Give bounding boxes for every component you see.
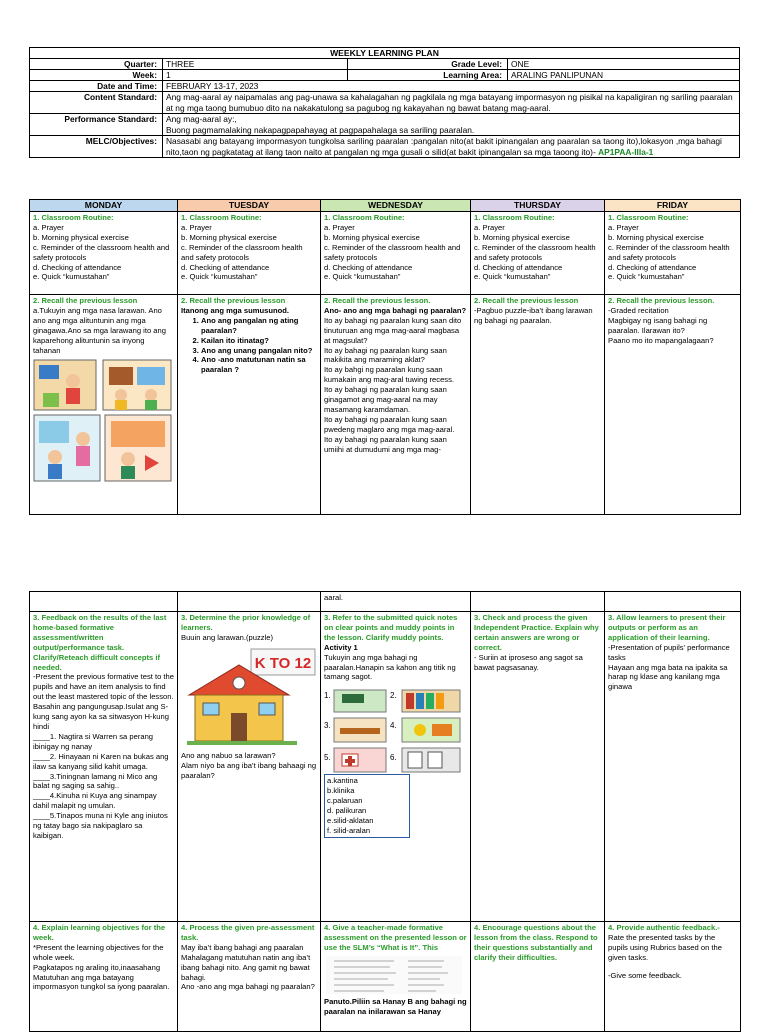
recall-title: 2. Recall the previous lesson [474, 296, 579, 305]
grade-label: Grade Level: [348, 59, 508, 70]
step3-text: Hayaan ang mga bata na ipakita sa harap ng klase ang kanilang mga ginawa [608, 662, 728, 692]
recall-text: -Pagbuo puzzle-iba’t ibang larawan ng bahagi ng paaralan. [474, 305, 593, 325]
content-standard-label: Content Standard: [30, 92, 163, 114]
routine-item: e. Quick “kumustahan” [608, 272, 685, 282]
item-number: 5. [324, 753, 331, 763]
choice-item: b.klinika [327, 786, 355, 796]
recall-question: Ano- ano ang mga bahagi ng paaralan? [324, 305, 467, 315]
routine-item: a. Prayer [181, 222, 212, 232]
item-number: 1. [324, 691, 331, 701]
k12-logo: K TO 12 [254, 654, 312, 672]
choice-item: d. palikuran [327, 806, 367, 816]
recall-text: Magbigay ng isang bahagi ng paaralan. Ilarawan ito? [608, 315, 708, 335]
plan-title: WEEKLY LEARNING PLAN [30, 48, 740, 59]
routine-wednesday [321, 212, 471, 295]
choice-item: f. silid-aralan [327, 825, 371, 835]
routine-item: c. Reminder of the classroom health and safety protocols [181, 242, 303, 262]
content-standard: Ang mag-aaral ay naipamalas ang pag-unawa sa kahalagahan ng pagkilala ng mga batayang impormasyon ng pisikal na kapaligiran ng sariling paaralan at ng mga taong bumubuo dito na nakakatulong sa pagubog ng kakayahan ng bawat batang mag-aaral. [163, 92, 740, 114]
recall-intro: Itanong ang mga sumusunod. [181, 305, 289, 315]
choice-item: c.palaruan [327, 796, 363, 806]
continuation-friday [605, 592, 741, 612]
routine-item: b. Morning physical exercise [181, 232, 277, 242]
performance-standard-label: Performance Standard: [30, 114, 163, 136]
recall-title: 2. Recall the previous lesson. [324, 296, 431, 305]
step3-wednesday [321, 612, 471, 922]
test-item: ____2. Hinayaan ni Karen na bukas ang ilaw sa kanyang silid kahit umaga. [33, 751, 169, 771]
step3-tuesday [178, 612, 321, 922]
header-table [29, 47, 740, 158]
step4-friday [605, 922, 741, 1032]
continuation-tuesday [178, 592, 321, 612]
routine-title: 1. Classroom Routine: [608, 213, 689, 222]
continuation-wednesday [321, 592, 471, 612]
item-number: 2. [390, 691, 397, 701]
recall-monday [30, 295, 178, 515]
routine-item: a. Prayer [474, 222, 505, 232]
test-item: ____4.Kinuha ni Kuya ang sinampay dahil malapit ng umulan. [33, 791, 157, 811]
step4-title: 4. Provide authentic feedback.- [608, 923, 720, 932]
day-monday: MONDAY [30, 200, 178, 212]
question-item: 3. Ano ang unang pangalan nito? [201, 346, 317, 356]
step3-title: 3. Determine the prior knowledge of learners. [181, 613, 311, 632]
step3-text: - Suriin at iproseso ang sagot sa bawat pagsasanay. [474, 652, 583, 672]
day-friday: FRIDAY [605, 200, 741, 212]
recall-clue: Ito ay bahagi ng paaralan kung saan makikita ang maraming aklat? [324, 345, 447, 365]
step4-text: Pagkatapos ng araling ito,inaasahang Matutuhan ang mga batayang impormasyon tungkol sa iyong paaralan. [33, 962, 170, 992]
day-wednesday: WEDNESDAY [321, 200, 471, 212]
routine-item: d. Checking of attendance [324, 262, 413, 272]
choice-item: a.kantina [327, 776, 358, 786]
routine-item: c. Reminder of the classroom health and safety protocols [474, 242, 596, 262]
day-thursday: THURSDAY [471, 200, 605, 212]
routine-item: b. Morning physical exercise [608, 232, 704, 242]
test-item: ____3.Tiningnan lamang ni Mico ang balat ng saging sa sahig.. [33, 771, 158, 791]
routine-item: a. Prayer [324, 222, 355, 232]
recall-text: Paano mo ito mapangalagaan? [608, 335, 714, 345]
step4-title: 4. Encourage questions about the lesson from the class. Respond to their questions substantially and clarify their difficulties. [474, 923, 598, 962]
weekly-grid-bottom [29, 591, 741, 1032]
routine-item: c. Reminder of the classroom health and safety protocols [324, 242, 461, 262]
step4-title: 4. Give a teacher-made formative assessment on the presented lesson or use the SLM’s “What is It”. This [324, 923, 467, 952]
step4-text: Rate the presented tasks by the pupils using Rubrics based on the given tasks. [608, 932, 722, 962]
test-item: ____1. Nagtira si Warren sa perang ibinigay ng nanay [33, 731, 154, 751]
melc-code: AP1PAA-IIIa-1 [598, 146, 654, 157]
recall-title: 2. Recall the previous lesson. [608, 296, 715, 305]
step4-tuesday [178, 922, 321, 1032]
routine-item: d. Checking of attendance [181, 262, 270, 272]
step4-text: -Give some feedback. [608, 970, 682, 980]
question-item: 2. Kailan ito itinatag? [201, 336, 317, 346]
step4-thursday [471, 922, 605, 1032]
step3-monday [30, 612, 178, 922]
item-number: 3. [324, 721, 331, 731]
worksheet-image [324, 955, 464, 995]
choice-item: e.silid-aklatan [327, 815, 374, 825]
area-label: Learning Area: [348, 70, 508, 81]
week-value: 1 [163, 70, 348, 81]
quarter-value: THREE [163, 59, 348, 70]
recall-questions [181, 316, 317, 375]
routine-item: a. Prayer [608, 222, 639, 232]
week-label: Week: [30, 70, 163, 81]
routine-item: e. Quick “kumustahan” [324, 272, 401, 282]
recall-friday [605, 295, 741, 515]
recall-text: -Graded recitation [608, 305, 669, 315]
melc-objectives [163, 136, 740, 158]
step3-title: 3. Check and process the given Independent Practice. Explain why certain answers are wrong or correct. [474, 613, 599, 652]
recall-clue: Ito ay bahagi ng paaralan kung saan umiihi at dumudumi ang mga mag- [324, 434, 447, 454]
step3-text: -Present the previous formative test to the pupils and have an item analysis to find out the least mastered topic of the lesson. [33, 672, 174, 702]
routine-item: b. Morning physical exercise [324, 232, 420, 242]
routine-item: d. Checking of attendance [608, 262, 697, 272]
step4-title: 4. Process the given pre-assessment task. [181, 923, 315, 942]
step3-title: 3. Refer to the submitted quick notes on clear points and muddy points in the lesson. Clarify muddy points. [324, 613, 458, 642]
routine-item: b. Morning physical exercise [474, 232, 570, 242]
choices-box [324, 774, 410, 837]
step4-wednesday [321, 922, 471, 1032]
item-number: 4. [390, 721, 397, 731]
step3-text: Basahin ang pangungusap.Isulat ang S- kung sang ayon ka sa sitwasyon H-kung hindi [33, 702, 169, 731]
routine-title: 1. Classroom Routine: [324, 213, 405, 222]
item-number: 6. [390, 753, 397, 763]
routine-thursday [471, 212, 605, 295]
performance-standard [163, 114, 740, 136]
step3-title: 3. Feedback on the results of the last home-based formative assessment/written output/performance task. Clarify/Reteach difficult concepts if needed. [33, 613, 167, 672]
routine-friday [605, 212, 741, 295]
routine-monday [30, 212, 178, 295]
step4-monday [30, 922, 178, 1032]
date-label: Date and Time: [30, 81, 163, 92]
grade-value: ONE [508, 59, 740, 70]
routine-item: d. Checking of attendance [474, 262, 563, 272]
recall-title: 2. Recall the previous lesson [181, 296, 286, 305]
step3-text: -Presentation of pupils' performance tasks [608, 642, 730, 662]
routine-title: 1. Classroom Routine: [181, 213, 262, 222]
step3-question: Ano ang nabuo sa larawan? [181, 750, 276, 760]
recall-clue: Ito ay bahagi ng paaralan kung saan pwedeng maglaro ang mga mag-aaral. [324, 414, 455, 434]
step4-text: *Present the learning objectives for the whole week. [33, 942, 164, 962]
routine-item: b. Morning physical exercise [33, 232, 129, 242]
recall-tuesday [178, 295, 321, 515]
recall-clue: Ito ay bahagi ng paaralan kung saan ginagamot ang mag-aaral na may masamang karamdaman. [324, 385, 447, 414]
melc-label: MELC/Objectives: [30, 136, 163, 158]
question-item: 1. Ano ang pangalan ng ating paaralan? [201, 316, 317, 336]
activity-label: Activity 1 [324, 642, 358, 652]
step4-text: Ano -ano ang mga bahagi ng paaralan? [181, 982, 315, 992]
continuation-monday [30, 592, 178, 612]
step3-thursday [471, 612, 605, 922]
melc-text: Nasasabi ang batayang impormasyon tungkolsa sariling paaralan :pangalan nito(at bakit ipinangalan ang paaralan sa taong ito),lokasyon ,mga bahagi nito,taon ng pagkatatag at ilang taon naito at pangalan ng mga gusali o silid(at bakit ipinangalan sa mga taoong ito)- [166, 136, 722, 157]
routine-title: 1. Classroom Routine: [474, 213, 555, 222]
performance-line-1: Ang mag-aaral ay:, [166, 114, 237, 124]
step4-text: May iba’t ibang bahagi ang paaralan [181, 942, 304, 952]
test-item: ____5.Tinapos muna ni Kyle ang iniutos ng tatay bago sia nakipaglaro sa kaibigan. [33, 811, 168, 840]
activity-images [324, 688, 464, 774]
recall-thursday [471, 295, 605, 515]
activity-instructions: Tukuyin ang mga bahagi ng paaralan.Hanapin sa kahon ang titik ng tamang sagot. [324, 652, 456, 682]
routine-item: c. Reminder of the classroom health and safety protocols [33, 242, 170, 262]
step3-question: Alam niyo ba ang iba’t ibang bahaagi ng paaralan? [181, 760, 317, 780]
routine-item: d. Checking of attendance [33, 262, 122, 272]
performance-line-2: Buong pagmamalaking nakapagpapahayag at pagpapahalaga sa sariling paaralan. [166, 124, 475, 135]
weekly-grid-top [29, 199, 741, 515]
recall-text: a.Tukuyin ang mga nasa larawan. Ano ano ang mga alituntunin ang mga ginagawa.Ano sa mga larawang ito ang kaparehong alituntunin sa inyong tahanan [33, 305, 166, 355]
routine-item: c. Reminder of the classroom health and safety protocols [608, 242, 730, 262]
step3-title: 3. Allow learners to present their outputs or perform as an application of their learning. [608, 613, 726, 642]
step4-title: 4. Explain learning objectives for the week. [33, 923, 166, 942]
step3-friday [605, 612, 741, 922]
step3-sub: Buuin ang larawan.(puzzle) [181, 632, 274, 642]
routine-item: a. Prayer [33, 222, 64, 232]
continuation-thursday [471, 592, 605, 612]
routine-tuesday [178, 212, 321, 295]
recall-wednesday [321, 295, 471, 515]
routine-title: 1. Classroom Routine: [33, 213, 114, 222]
routine-item: e. Quick “kumustahan” [33, 272, 110, 282]
step4-instructions: Panuto.Piliin sa Hanay B ang bahagi ng paaralan na inilarawan sa Hanay [324, 996, 467, 1016]
recall-continuation: aaral. [324, 593, 343, 602]
day-tuesday: TUESDAY [178, 200, 321, 212]
classroom-rules-image [33, 359, 173, 484]
date-value: FEBRUARY 13-17, 2023 [163, 81, 740, 92]
quarter-label: Quarter: [30, 59, 163, 70]
recall-title: 2. Recall the previous lesson [33, 296, 138, 305]
recall-clue: Ito ay bahgi ng paaralan kung saan kumakain ang mag-aral tuwing recess. [324, 365, 454, 385]
area-value: ARALING PANLIPUNAN [508, 70, 740, 81]
school-puzzle-image [181, 647, 317, 747]
question-item: 4. Ano -ano matutunan natin sa paaralan ? [201, 355, 317, 375]
recall-clue: Ito ay bahagi ng paaralan kung saan dito tinuturuan ang mga mag-aaral magbasa at magsulat? [324, 315, 462, 345]
routine-item: e. Quick “kumustahan” [474, 272, 551, 282]
step4-text: Mahalagang matutuhan natin ang iba’t ibang bahagi nito. Ang gamit ng bawat bahagi. [181, 952, 311, 982]
routine-item: e. Quick “kumustahan” [181, 272, 258, 282]
